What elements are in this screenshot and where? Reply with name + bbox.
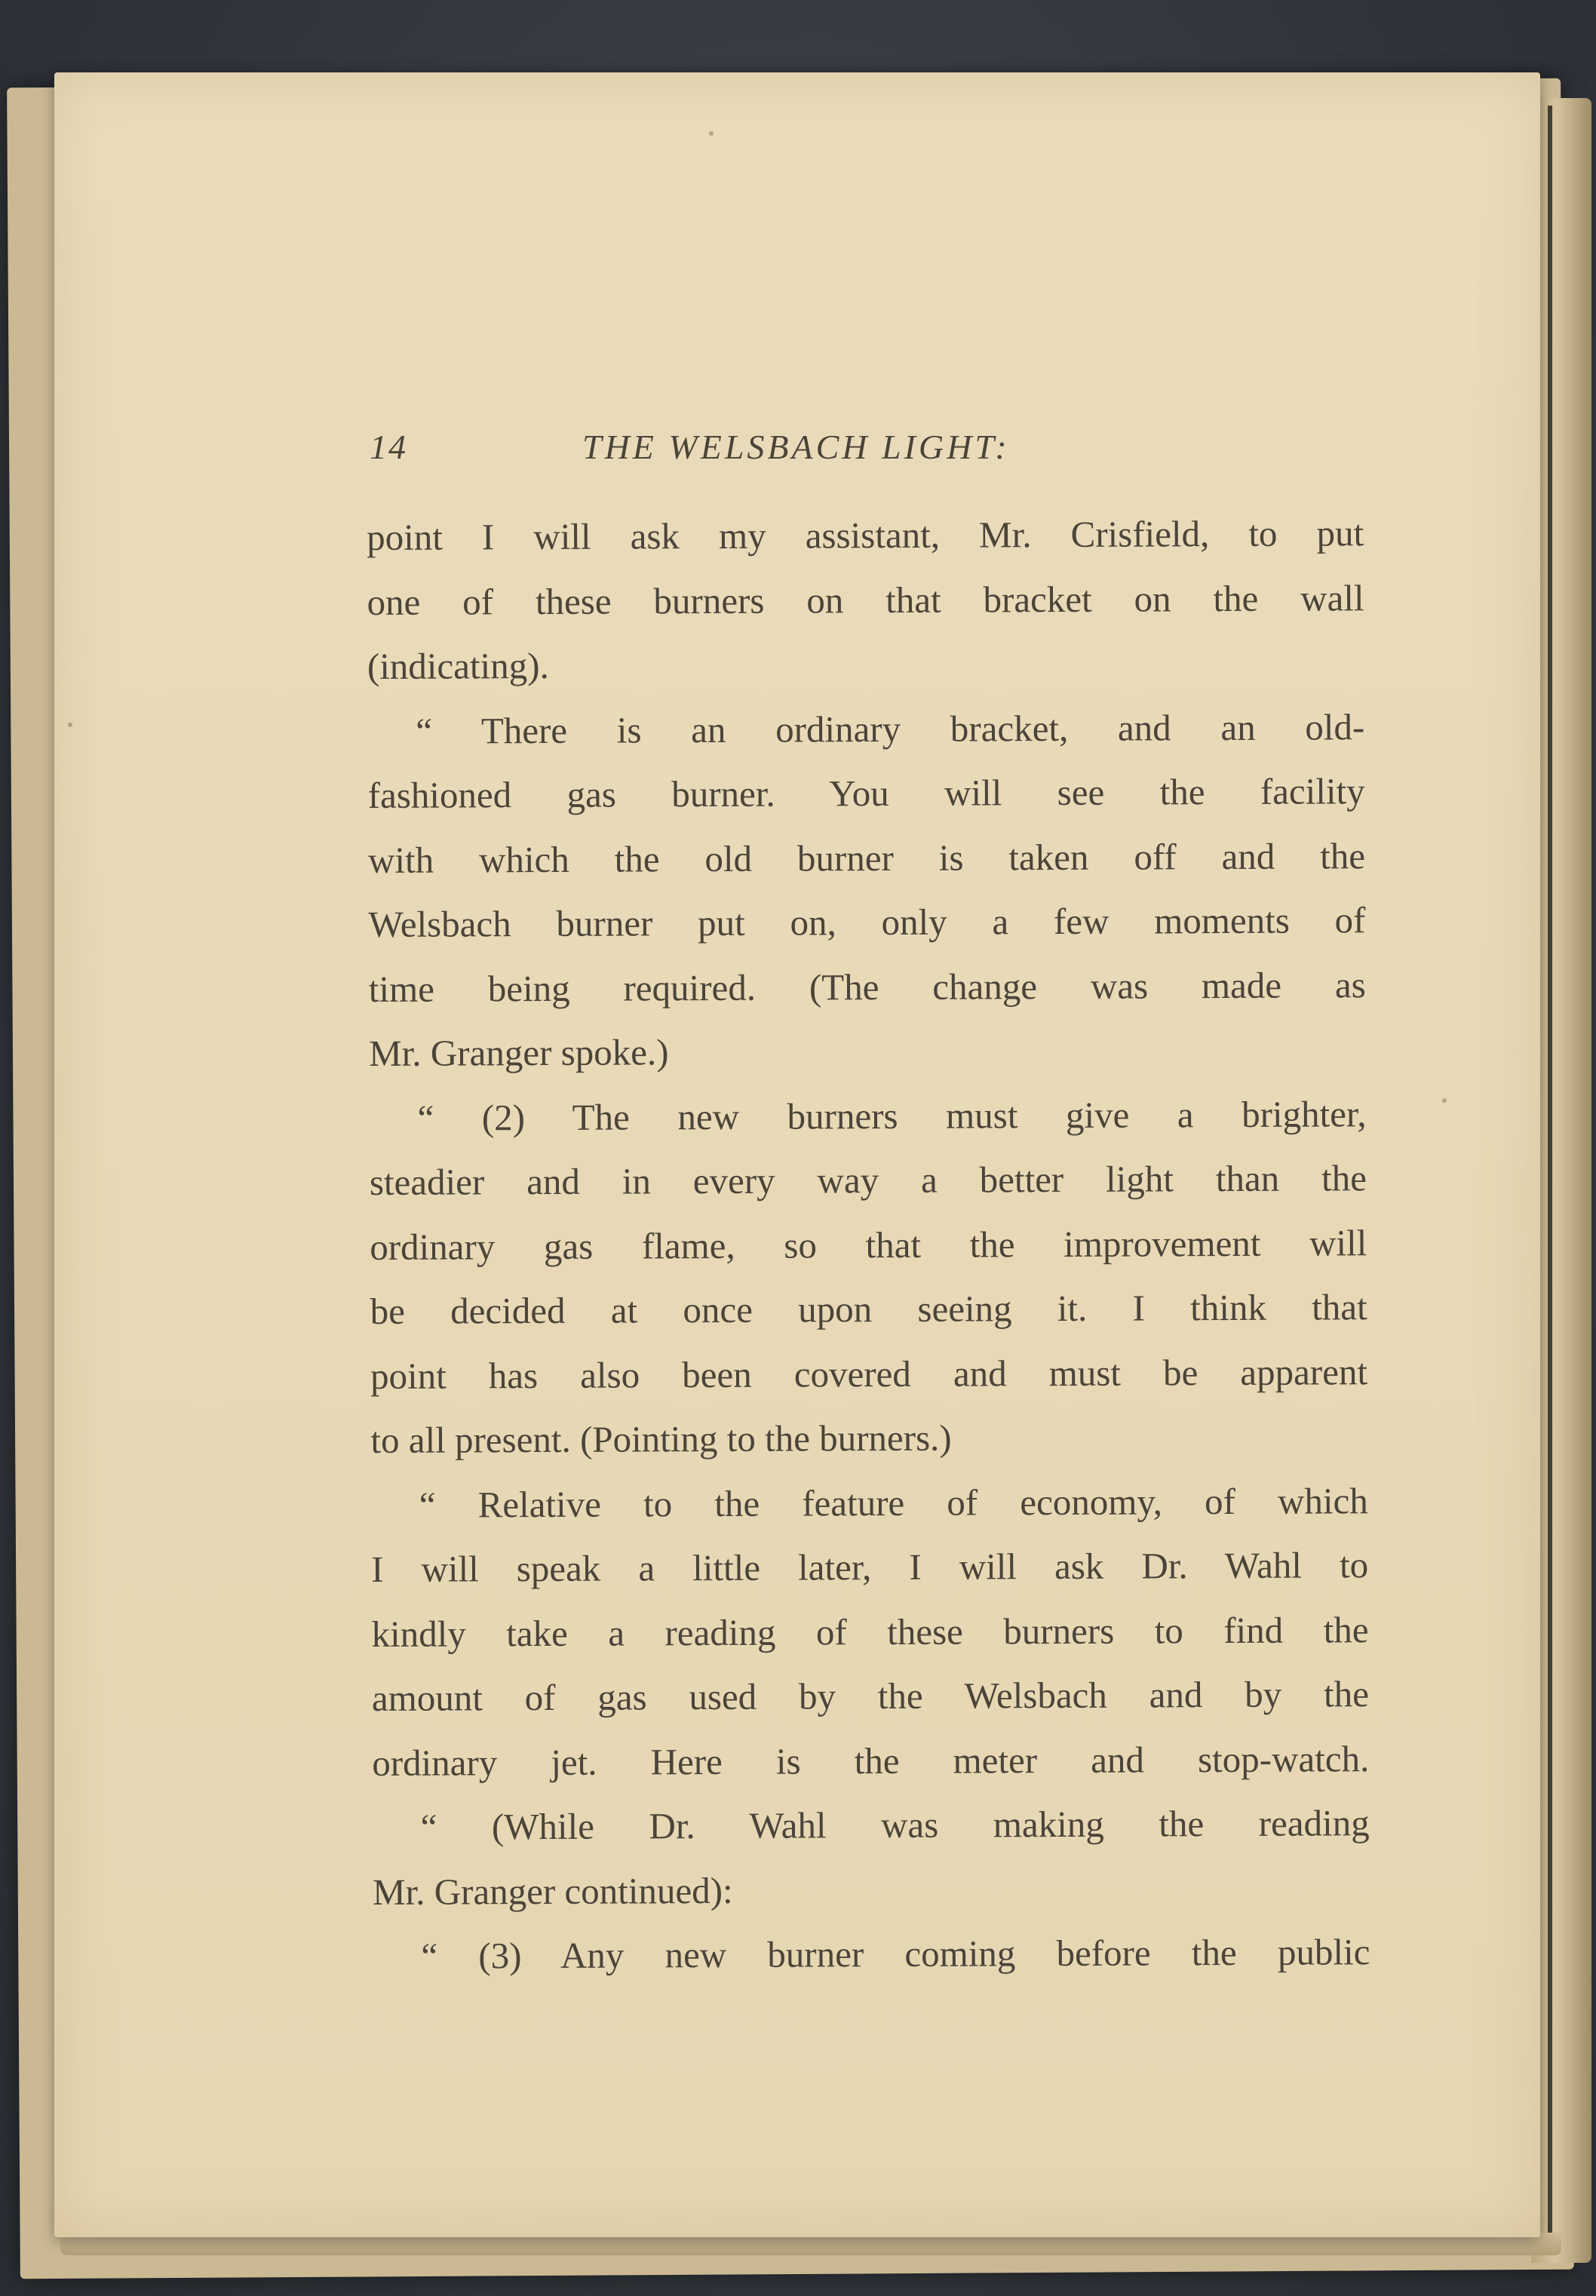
- text-line: “ (3) Any new burner coming before the public: [421, 1931, 1370, 1977]
- text-line: ordinary jet. Here is the meter and stop-watch.: [372, 1737, 1370, 1784]
- binding-spine: [1548, 106, 1552, 2255]
- text-line: steadier and in every way a better light than the: [369, 1157, 1367, 1203]
- text-line: (indicating).: [367, 644, 549, 687]
- text-line: point has also been covered and must be apparent: [370, 1350, 1368, 1397]
- text-line: point I will ask my assistant, Mr. Crisfield, to put: [367, 512, 1364, 558]
- text-line: time being required. (The change was made as: [368, 963, 1366, 1010]
- text-line: with which the old burner is taken off and the: [367, 834, 1366, 881]
- text-line: I will speak a little later, I will ask Dr. Wahl to: [371, 1544, 1369, 1590]
- text-line: kindly take a reading of these burners to find the: [371, 1608, 1369, 1655]
- text-line: Mr. Granger spoke.): [369, 1031, 669, 1074]
- book-page: [54, 72, 1540, 2237]
- page-edge: [1531, 98, 1591, 2263]
- text-line: to all present. (Pointing to the burners.): [370, 1417, 952, 1461]
- text-line: fashioned gas burner. You will see the facility: [367, 770, 1365, 816]
- running-title: THE WELSBACH LIGHT:: [582, 428, 1010, 466]
- text-line: Welsbach burner put on, only a few moments of: [368, 899, 1366, 945]
- text-line: amount of gas used by the Welsbach and by the: [371, 1673, 1370, 1719]
- paper-speck: [1442, 1098, 1447, 1103]
- text-line: “ (While Dr. Wahl was making the reading: [420, 1802, 1370, 1848]
- text-line: ordinary gas flame, so that the improvement will: [370, 1221, 1367, 1268]
- text-line: be decided at once upon seeing it. I think that: [370, 1286, 1367, 1332]
- text-line: “ (2) The new burners must give a brighter,: [417, 1092, 1367, 1139]
- text-line: Mr. Granger continued):: [372, 1869, 733, 1913]
- page-number: 14: [370, 428, 407, 466]
- running-header: [54, 427, 1540, 480]
- text-line: one of these burners on that bracket on the wall: [367, 576, 1364, 623]
- body-text: [367, 501, 1370, 1988]
- paper-speck: [68, 723, 72, 727]
- text-line: “ There is an ordinary bracket, and an old-: [416, 705, 1365, 752]
- paper-speck: [709, 131, 714, 136]
- text-line: “ Relative to the feature of economy, of which: [419, 1479, 1368, 1526]
